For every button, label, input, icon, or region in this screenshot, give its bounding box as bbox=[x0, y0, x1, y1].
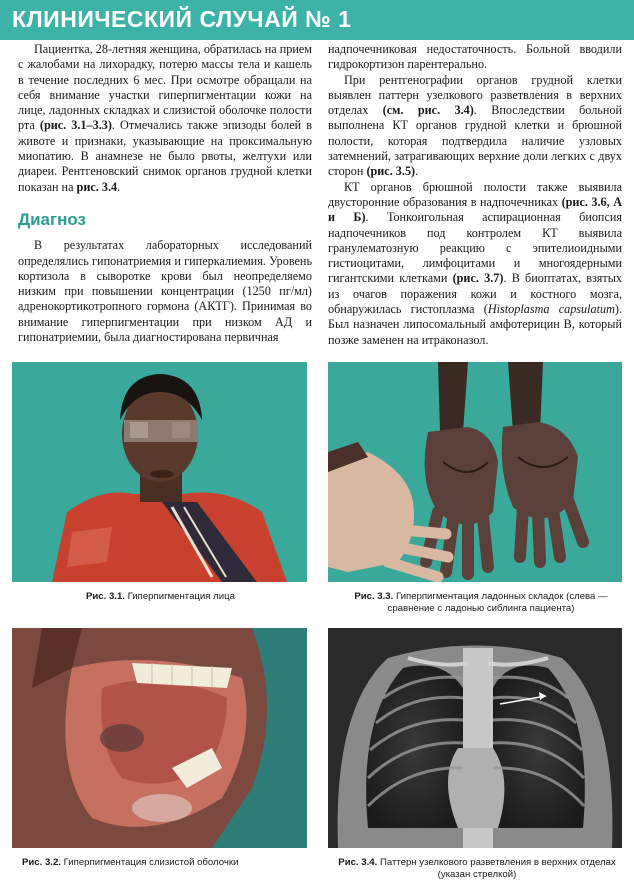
text-run: При рентгенографии органов грудной клетки выявлен паттерн узелкового разветвления в верхних отделах bbox=[328, 72, 622, 118]
diagnosis-paragraph: В результатах лабораторных исследований определялись гипонатриемия и гиперкалиемия. Уровень кортизола в сыворотке крови был неопределяемо низким при повышении концентрации (1250 пг/мл) адренокортикотропного гормона (АКТГ). Принимая во внимание гиперпигментации при низком АД и гипонатриемии, была диагностирована первичная bbox=[18, 238, 312, 345]
caption-label: Рис. 3.2. bbox=[22, 857, 61, 868]
text-run: КТ органов брюшной полости также выявила двусторонние образования в надпочечниках bbox=[328, 179, 622, 209]
mouth-photo-image bbox=[12, 628, 307, 848]
radiography-paragraph bbox=[328, 73, 622, 180]
organism-name: Histoplasma capsulatum bbox=[487, 302, 615, 317]
palms-photo-image bbox=[328, 362, 622, 582]
right-column bbox=[328, 42, 622, 348]
figure-ref: (рис. 3.7) bbox=[452, 271, 504, 286]
left-column bbox=[18, 42, 312, 345]
face-photo-image bbox=[12, 362, 307, 582]
continuation-paragraph: надпочечниковая недостаточность. Больной вводили гидрокортизон парентерально. bbox=[328, 42, 622, 72]
caption-label: Рис. 3.1. bbox=[86, 591, 125, 602]
text-run: ). Был назначен липосомальный амфотерицин B, который позже заменен на итраконазол. bbox=[328, 302, 622, 347]
text-run: . Отмечались также эпизоды болей в животе и признаки, указывающие на проксимальную миопатию. В анамнезе не было рвоты, желтухи или диареи. Рентгеновский снимок органов грудной клетки показан на bbox=[18, 118, 312, 194]
figure-mouth-photo bbox=[12, 628, 307, 848]
text-run: . bbox=[117, 179, 121, 194]
section-title-diagnosis: Диагноз bbox=[18, 209, 86, 229]
figure-ref: (см. рис. 3.4) bbox=[382, 103, 474, 118]
caption-text: Гиперпигментация слизистой оболочки bbox=[63, 857, 239, 868]
text-run: . bbox=[415, 164, 419, 179]
caption-text: Гиперпигментация ладонных складок (слева — сравнение с ладонью сиблинга пациента) bbox=[387, 591, 608, 614]
xray-image bbox=[328, 628, 622, 848]
caption-text: Паттерн узелкового разветвления в верхних отделах (указан стрелкой) bbox=[379, 857, 616, 880]
figure-caption-3-3 bbox=[340, 591, 622, 615]
figure-chest-xray bbox=[328, 628, 622, 848]
figure-ref: (рис. 3.5) bbox=[366, 164, 416, 179]
caption-label: Рис. 3.3. bbox=[354, 591, 394, 602]
figure-caption-3-4 bbox=[332, 857, 622, 881]
figure-ref: (рис. 3.6, А и Б) bbox=[328, 194, 622, 225]
figure-caption-3-2 bbox=[22, 857, 307, 869]
figure-palms-photo bbox=[328, 362, 622, 582]
text-run: . Впоследствии больной выполнена КТ органов грудной клетки и брюшной полости, которая подтвердила наличие узловых затемнений, затрагивающих верхние доли легких с двух сторон bbox=[328, 103, 623, 179]
figure-caption-3-1 bbox=[86, 591, 306, 603]
text-run: . Тонкоигольная аспирационная биопсия надпочечников под контролем КТ выявила гранулематозную реакцию с эпителиоидными гистиоцитами, лимфоцитами и многоядерными гигантскими клетками bbox=[328, 210, 622, 286]
figure-ref: (рис. 3.1–3.3) bbox=[39, 118, 112, 133]
text-run: . В биоптатах, взятых из очагов поражения кожи и костного мозга, обнаружилась гистоплазма ( bbox=[328, 271, 623, 317]
text-run: Пациентка, 28-летняя женщина, обратилась на прием с жалобами на лихорадку, потерю массы тела и кашель в течение последних 6 мес. При осмотре обращали на себя внимание участки гиперпигментации кожи на лице, ладонных складках и слизистой оболочке полости рта bbox=[18, 42, 312, 133]
caption-text: Гиперпигментация лица bbox=[127, 591, 235, 602]
ct-paragraph bbox=[328, 180, 622, 348]
caption-label: Рис. 3.4. bbox=[338, 857, 378, 868]
intro-paragraph bbox=[18, 42, 312, 195]
figure-ref: рис. 3.4 bbox=[76, 179, 118, 194]
page-header bbox=[0, 0, 634, 40]
page-title: КЛИНИЧЕСКИЙ СЛУЧАЙ № 1 bbox=[12, 6, 352, 32]
figure-face-photo bbox=[12, 362, 307, 582]
